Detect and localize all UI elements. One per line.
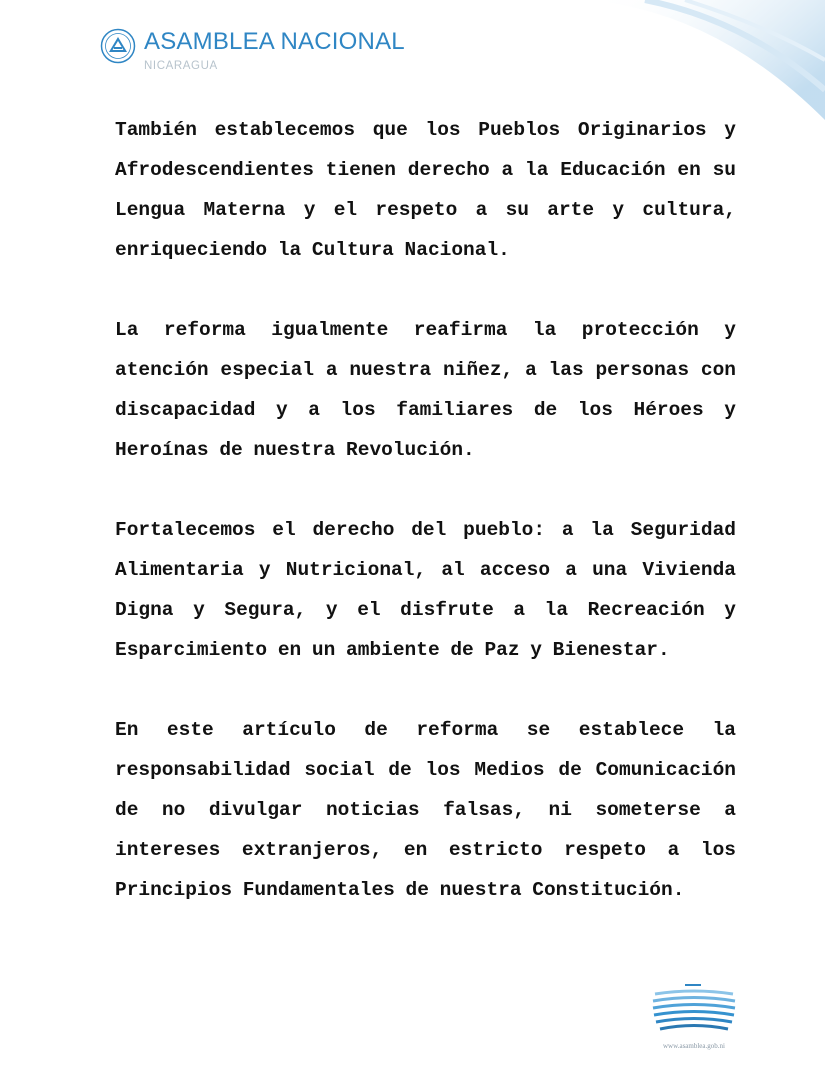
organization-country: NICARAGUA <box>144 60 218 72</box>
paragraph: La reforma igualmente reafirma la protección y atención especial a nuestra niñez, a las personas con discapacidad y a los familiares de los Héroes y Heroínas de nuestra Revolución. <box>115 319 736 461</box>
assembly-chamber-logo-icon <box>651 984 737 1034</box>
organization-name: ASAMBLEA NACIONAL <box>144 28 405 55</box>
paragraph: Fortalecemos el derecho del pueblo: a la Seguridad Alimentaria y Nutricional, al acceso a una Vivienda Digna y Segura, y el disfrute a la Recreación y Esparcimiento en un ambiente de Paz y Bienestar. <box>115 519 736 661</box>
document-body <box>115 110 736 950</box>
paragraph: En este artículo de reforma se establece la responsabilidad social de los Medios de Comunicación de no divulgar noticias falsas, ni someterse a intereses extranjeros, en estricto respeto a los Principios Fundamentales de nuestra Constitución. <box>115 719 736 901</box>
footer-url: www.asamblea.gob.ni <box>663 1042 725 1050</box>
paragraph: También establecemos que los Pueblos Originarios y Afrodescendientes tienen derecho a la Educación en su Lengua Materna y el respeto a su arte y cultura, enriqueciendo la Cultura Nacional. <box>115 119 736 261</box>
coat-of-arms-icon <box>100 28 136 64</box>
